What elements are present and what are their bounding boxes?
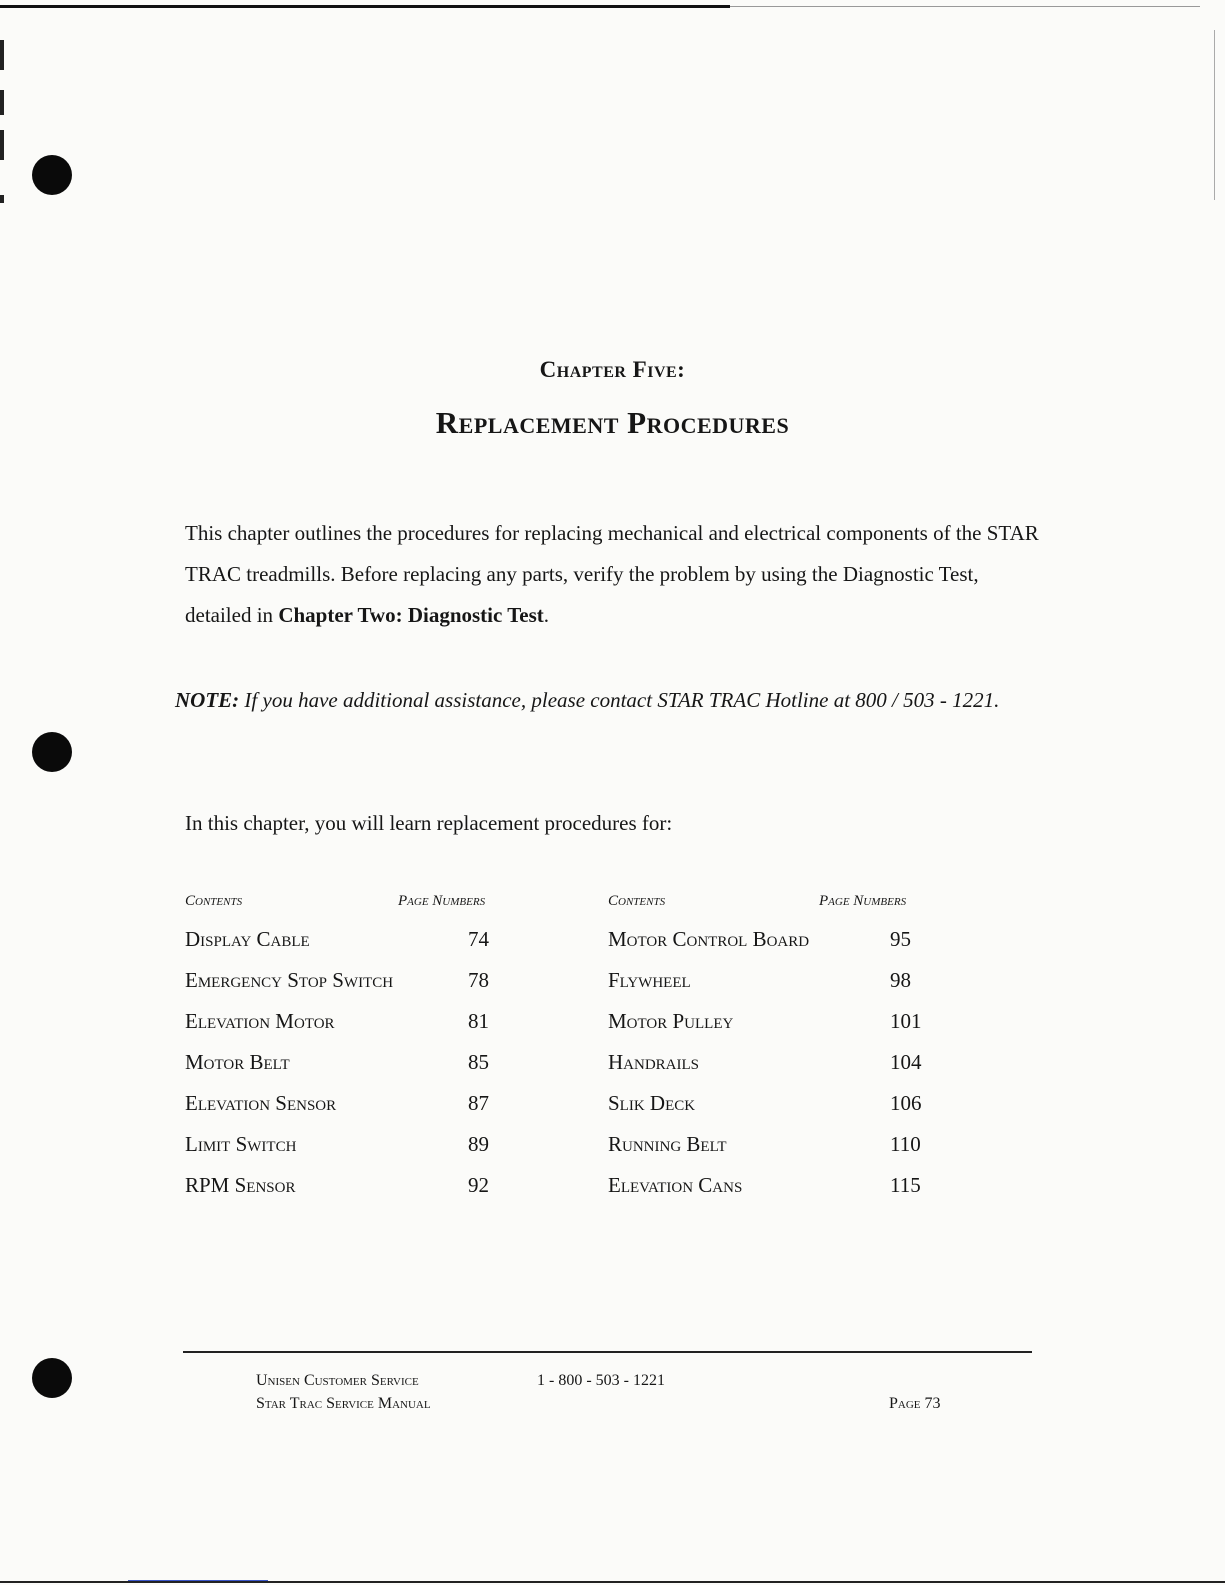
note-text: If you have additional assistance, please contact STAR TRAC Hotline at 800 / 503 - 1221. bbox=[239, 688, 1000, 712]
toc-entry-name: Motor Control Board bbox=[608, 927, 810, 951]
toc-entry-name: Motor Belt bbox=[185, 1050, 290, 1074]
toc-entry-page: 81 bbox=[468, 1009, 489, 1033]
toc-entry-name: Emergency Stop Switch bbox=[185, 968, 394, 992]
footer-service: Unisen Customer Service bbox=[256, 1372, 419, 1389]
toc-entry-page: 95 bbox=[890, 927, 911, 951]
intro-chapter-reference: Chapter Two: Diagnostic Test bbox=[278, 603, 544, 627]
intro-paragraph bbox=[185, 513, 1045, 636]
toc-entry-page: 92 bbox=[468, 1173, 489, 1197]
chapter-title: Replacement Procedures bbox=[435, 405, 790, 440]
toc-entry-page: 115 bbox=[890, 1173, 921, 1197]
scan-edge-bottom-blue bbox=[128, 1580, 268, 1581]
binder-hole bbox=[32, 155, 72, 195]
toc-entry-name: Elevation Motor bbox=[185, 1009, 335, 1033]
scan-edge-right bbox=[1214, 30, 1215, 200]
toc-entry-name: Limit Switch bbox=[185, 1132, 297, 1156]
toc-entry-page: 98 bbox=[890, 968, 911, 992]
toc-entry-name: Display Cable bbox=[185, 927, 310, 951]
toc-entry-page: 110 bbox=[890, 1132, 921, 1156]
scan-edge-top bbox=[0, 5, 730, 8]
toc-entry-name: Elevation Cans bbox=[608, 1173, 743, 1197]
toc-header-contents-left: Contents bbox=[185, 893, 243, 909]
scan-edge-top-faint bbox=[730, 6, 1200, 7]
note-label: NOTE: bbox=[175, 688, 240, 712]
footer-page-number: Page 73 bbox=[889, 1395, 941, 1412]
scan-edge-mark bbox=[0, 40, 4, 70]
binder-hole bbox=[32, 732, 72, 772]
toc-entry-page: 89 bbox=[468, 1132, 489, 1156]
toc-entry-name: Slik Deck bbox=[608, 1091, 696, 1115]
toc-entry-page: 106 bbox=[890, 1091, 922, 1115]
toc-entry-name: Running Belt bbox=[608, 1132, 727, 1156]
chapter-label: Chapter Five: bbox=[539, 357, 686, 382]
toc-entry-name: Motor Pulley bbox=[608, 1009, 734, 1033]
toc-entry-page: 78 bbox=[468, 968, 489, 992]
footer-rule bbox=[183, 1351, 1032, 1353]
scan-edge-mark bbox=[0, 130, 4, 160]
toc-entry-name: Elevation Sensor bbox=[185, 1091, 337, 1115]
toc-entry-page: 104 bbox=[890, 1050, 922, 1074]
toc-entry-page: 85 bbox=[468, 1050, 489, 1074]
footer-phone: 1 - 800 - 503 - 1221 bbox=[537, 1372, 665, 1389]
toc-header-pages-left: Page Numbers bbox=[398, 893, 486, 909]
scan-edge-mark bbox=[0, 90, 4, 115]
scan-edge-bottom bbox=[0, 1581, 1225, 1583]
binder-hole bbox=[32, 1358, 72, 1398]
toc-header-pages-right: Page Numbers bbox=[819, 893, 907, 909]
toc-entry-name: Flywheel bbox=[608, 968, 691, 992]
toc-header-contents-right: Contents bbox=[608, 893, 666, 909]
toc-entry-name: RPM Sensor bbox=[185, 1173, 296, 1197]
toc-entry-name: Handrails bbox=[608, 1050, 700, 1074]
toc-entry-page: 87 bbox=[468, 1091, 489, 1115]
scan-edge-mark bbox=[0, 195, 4, 203]
intro-text: This chapter outlines the procedures for replacing mechanical and electrical components of the STAR TRAC treadmills. Before replacing any parts, verify the problem by using the Diagnostic Test, detailed in bbox=[185, 521, 1039, 627]
toc-entry-page: 74 bbox=[468, 927, 489, 951]
intro-end: . bbox=[543, 603, 550, 627]
learn-text: In this chapter, you will learn replacement procedures for: bbox=[185, 811, 673, 835]
note-paragraph bbox=[175, 680, 1055, 721]
toc-entry-page: 101 bbox=[890, 1009, 922, 1033]
footer-manual: Star Trac Service Manual bbox=[256, 1395, 431, 1412]
